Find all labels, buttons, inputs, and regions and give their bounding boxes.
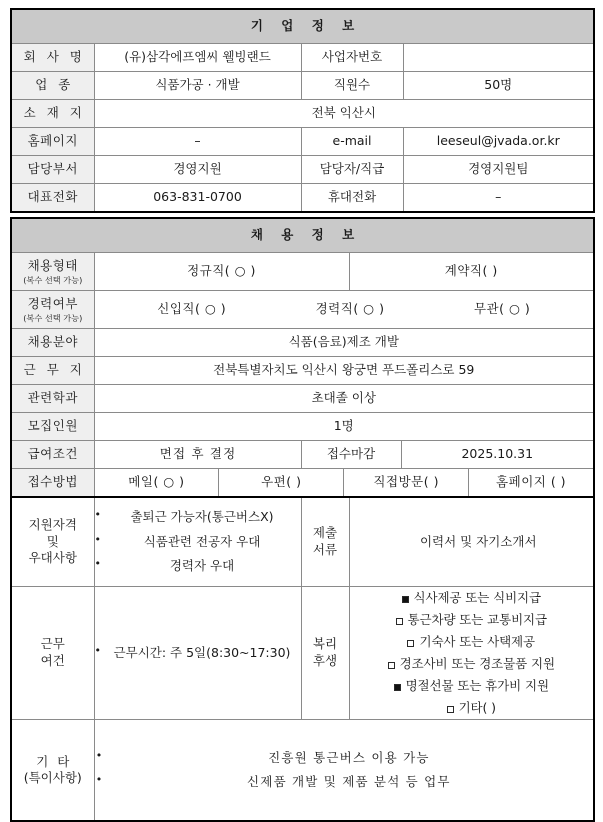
- label-business-number: 사업자번호: [301, 44, 403, 72]
- label-qualification-line1: 지원자격: [28, 516, 77, 532]
- label-qualification: [11, 497, 94, 587]
- table-row: [11, 72, 594, 100]
- label-salary: 급여조건: [11, 441, 94, 469]
- value-homepage: –: [94, 128, 301, 156]
- label-documents-line2: 서류: [312, 542, 338, 557]
- value-recruit-field: 식품(음료)제조 개발: [94, 329, 594, 357]
- checklist-label: 식사제공 또는 식비지급: [413, 589, 541, 605]
- checkbox-unchecked-icon[interactable]: [388, 662, 395, 669]
- value-deadline: 2025.10.31: [401, 441, 594, 469]
- label-employment-type: [11, 253, 94, 291]
- checkbox-checked-icon[interactable]: [402, 596, 409, 603]
- etc-items: [94, 720, 594, 822]
- value-main-phone: 063-831-0700: [94, 184, 301, 213]
- value-headcount: 1명: [94, 413, 594, 441]
- table-row: [11, 100, 594, 128]
- value-workplace: 전북특별자치도 익산시 왕궁면 푸드폴리스로 59: [94, 357, 594, 385]
- label-qualification-line3: 우대사항: [28, 550, 77, 566]
- table-row-employment-type: [11, 253, 594, 291]
- apply-method-options: [94, 469, 594, 498]
- welfare-checklist: [349, 587, 594, 720]
- company-info-table: [10, 8, 595, 213]
- value-mobile-phone: –: [403, 184, 594, 213]
- value-salary: 면접 후 결정: [94, 441, 301, 469]
- label-experience: [11, 291, 94, 329]
- table-row: [11, 128, 594, 156]
- list-item: • 출퇴근 가능자(통근버스X): [95, 505, 301, 530]
- list-item: • 근무시간: 주 5일(8:30~17:30): [95, 641, 301, 666]
- label-apply-method: 접수방법: [11, 469, 94, 498]
- recruit-banner-row: [11, 218, 594, 253]
- value-location: 전북 익산시: [94, 100, 594, 128]
- table-row-etc: [11, 720, 594, 822]
- checklist-label: 경조사비 또는 경조물품 지원: [399, 655, 555, 671]
- option-apply-visit[interactable]: 직접방문( ): [344, 469, 469, 496]
- label-major: 관련학과: [11, 385, 94, 413]
- label-work-conditions: [11, 587, 94, 720]
- list-item: • 진흥원 통근버스 이용 가능: [95, 746, 594, 771]
- option-irrelevant[interactable]: 무관( ○ ): [473, 301, 531, 317]
- label-homepage: 홈페이지: [11, 128, 94, 156]
- value-business-number: [403, 44, 594, 72]
- checkbox-unchecked-icon[interactable]: [447, 706, 454, 713]
- label-documents-line1: 제출: [312, 525, 338, 541]
- checklist-item-commute[interactable]: [350, 609, 594, 631]
- label-contact-person: 담당자/직급: [301, 156, 403, 184]
- label-welfare-line1: 복리: [312, 636, 338, 652]
- company-section-banner: 기 업 정 보: [11, 9, 594, 44]
- label-headcount: 모집인원: [11, 413, 94, 441]
- value-industry: 식품가공 · 개발: [94, 72, 301, 100]
- label-industry: 업 종: [11, 72, 94, 100]
- label-welfare: [301, 587, 349, 720]
- table-row-apply-method: [11, 469, 594, 498]
- label-employee-count: 직원수: [301, 72, 403, 100]
- checklist-label: 통근차량 또는 교통비지급: [407, 611, 547, 627]
- value-contact-person: 경영지원팀: [403, 156, 594, 184]
- recruit-section-banner: 채 용 정 보: [11, 218, 594, 253]
- table-row-headcount: [11, 413, 594, 441]
- checkbox-unchecked-icon[interactable]: [396, 618, 403, 625]
- table-row-experience: [11, 291, 594, 329]
- label-deadline: 접수마감: [301, 441, 401, 469]
- value-email: leeseul@jvada.or.kr: [403, 128, 594, 156]
- label-etc-line2: (특이사항): [23, 770, 82, 786]
- table-row-salary: [11, 441, 594, 469]
- checklist-item-meal[interactable]: [350, 587, 594, 609]
- label-experience-main: 경력여부: [27, 295, 78, 311]
- label-etc: [11, 720, 94, 822]
- label-etc-line1: 기 타: [36, 753, 72, 769]
- option-apply-email[interactable]: 메일( ○ ): [95, 469, 220, 496]
- table-row-field: [11, 329, 594, 357]
- list-item: • 경력자 우대: [95, 554, 301, 579]
- table-row-qualification: [11, 497, 594, 587]
- option-fulltime[interactable]: 정규직( ○ ): [94, 253, 349, 291]
- list-item: • 신제품 개발 및 제품 분석 등 업무: [95, 770, 594, 795]
- label-recruit-field: 채용분야: [11, 329, 94, 357]
- label-work-conditions-line2: 여건: [40, 653, 65, 669]
- checklist-item-family-event[interactable]: [350, 653, 594, 675]
- label-qualification-line2: 및: [46, 533, 59, 549]
- work-conditions-items: [94, 587, 301, 720]
- table-row: [11, 184, 594, 213]
- label-mobile-phone: 휴대전화: [301, 184, 403, 213]
- label-documents: [301, 497, 349, 587]
- option-apply-post[interactable]: 우편( ): [219, 469, 344, 496]
- label-experience-sub: (복수 선택 가능): [23, 312, 83, 323]
- value-documents: 이력서 및 자기소개서: [349, 497, 594, 587]
- table-row-major: [11, 385, 594, 413]
- checklist-item-holiday-gift[interactable]: [350, 675, 594, 697]
- checklist-label: 기타( ): [458, 699, 496, 715]
- recruit-info-table: [10, 217, 595, 822]
- label-department: 담당부서: [11, 156, 94, 184]
- company-banner-row: [11, 9, 594, 44]
- checklist-label: 명절선물 또는 휴가비 지원: [405, 677, 549, 693]
- value-company-name: (유)삼각에프엠씨 웰빙랜드: [94, 44, 301, 72]
- qualification-items: [94, 497, 301, 587]
- label-employment-type-sub: (복수 선택 가능): [23, 274, 83, 285]
- list-item: • 식품관련 전공자 우대: [95, 530, 301, 555]
- value-department: 경영지원: [94, 156, 301, 184]
- value-major: 초대졸 이상: [94, 385, 594, 413]
- checklist-item-other[interactable]: [350, 697, 594, 719]
- label-location: 소 재 지: [11, 100, 94, 128]
- label-company-name: 회 사 명: [11, 44, 94, 72]
- label-work-conditions-line1: 근무: [40, 636, 65, 652]
- checkbox-unchecked-icon[interactable]: [407, 640, 414, 647]
- option-apply-homepage[interactable]: 홈페이지 ( ): [496, 474, 567, 490]
- table-row-workplace: [11, 357, 594, 385]
- checklist-item-dormitory[interactable]: [350, 631, 594, 653]
- label-workplace: 근 무 지: [11, 357, 94, 385]
- checklist-label: 기숙사 또는 사택제공: [419, 633, 536, 649]
- table-row-conditions: [11, 587, 594, 720]
- label-employment-type-main: 채용형태: [27, 257, 78, 273]
- label-welfare-line2: 후생: [312, 653, 338, 669]
- label-email: e-mail: [301, 128, 403, 156]
- option-contract[interactable]: 계약직( ): [349, 253, 594, 291]
- label-main-phone: 대표전화: [11, 184, 94, 213]
- checkbox-checked-icon[interactable]: [394, 684, 401, 691]
- option-newcomer[interactable]: 신입직( ○ ): [157, 301, 227, 317]
- experience-options: [94, 291, 594, 329]
- option-experienced[interactable]: 경력직( ○ ): [315, 301, 385, 317]
- table-row: [11, 44, 594, 72]
- value-employee-count: 50명: [403, 72, 594, 100]
- table-row: [11, 156, 594, 184]
